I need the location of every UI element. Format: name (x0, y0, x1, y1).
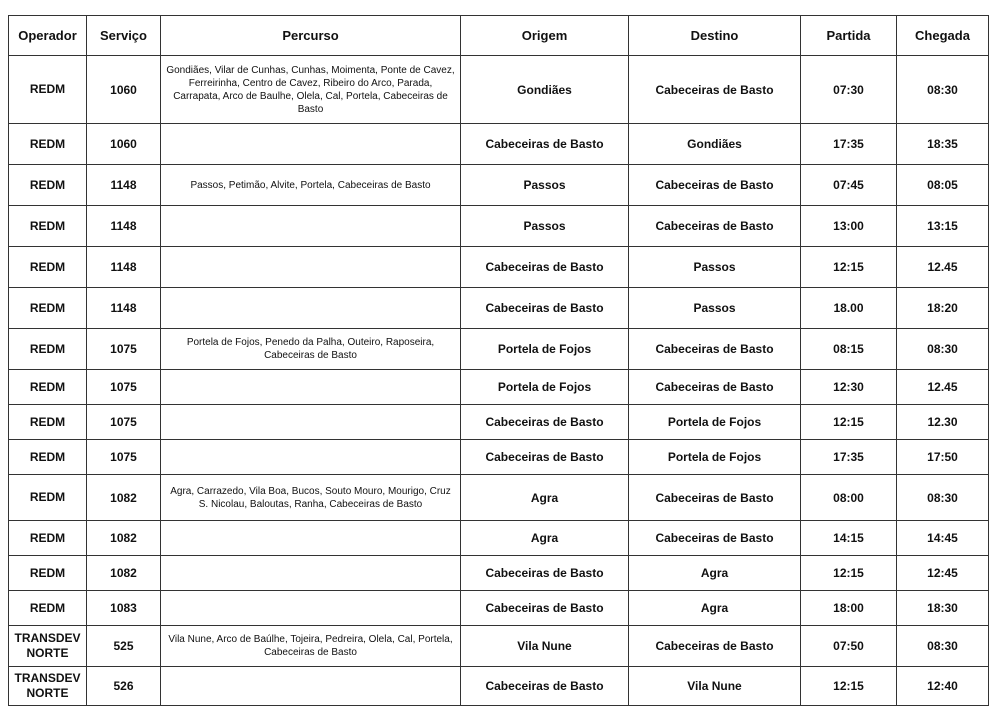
cell-departure: 12:15 (801, 247, 897, 288)
cell-route (161, 288, 461, 329)
cell-departure: 18:00 (801, 591, 897, 626)
cell-origin: Cabeceiras de Basto (461, 440, 629, 475)
cell-destination: Portela de Fojos (629, 440, 801, 475)
table-row (9, 206, 989, 247)
cell-departure: 07:30 (801, 56, 897, 124)
cell-departure: 08:00 (801, 475, 897, 521)
cell-arrival: 18:35 (897, 124, 989, 165)
cell-destination: Cabeceiras de Basto (629, 370, 801, 405)
cell-arrival: 12.45 (897, 247, 989, 288)
header-destination: Destino (629, 16, 801, 56)
table-row (9, 124, 989, 165)
cell-destination: Gondiães (629, 124, 801, 165)
table-row (9, 475, 989, 521)
cell-route (161, 247, 461, 288)
cell-operator: REDM (9, 556, 87, 591)
cell-origin: Cabeceiras de Basto (461, 667, 629, 706)
cell-route: Passos, Petimão, Alvite, Portela, Cabeceiras de Basto (161, 165, 461, 206)
cell-service: 1148 (87, 247, 161, 288)
cell-origin: Gondiães (461, 56, 629, 124)
cell-service: 1075 (87, 440, 161, 475)
cell-service: 525 (87, 626, 161, 667)
cell-origin: Cabeceiras de Basto (461, 288, 629, 329)
cell-arrival: 08:30 (897, 329, 989, 370)
cell-route: Agra, Carrazedo, Vila Boa, Bucos, Souto Mouro, Mourigo, Cruz S. Nicolau, Baloutas, Ranha, Cabeceiras de Basto (161, 475, 461, 521)
cell-destination: Cabeceiras de Basto (629, 165, 801, 206)
cell-departure: 07:50 (801, 626, 897, 667)
cell-service: 1083 (87, 591, 161, 626)
table-row (9, 247, 989, 288)
cell-departure: 07:45 (801, 165, 897, 206)
table-row (9, 288, 989, 329)
cell-route (161, 591, 461, 626)
cell-departure: 08:15 (801, 329, 897, 370)
cell-operator: TRANSDEV NORTE (9, 667, 87, 706)
table-row (9, 405, 989, 440)
cell-origin: Passos (461, 165, 629, 206)
cell-arrival: 18:20 (897, 288, 989, 329)
cell-destination: Passos (629, 247, 801, 288)
cell-route (161, 370, 461, 405)
cell-route (161, 405, 461, 440)
cell-origin: Agra (461, 521, 629, 556)
cell-destination: Cabeceiras de Basto (629, 626, 801, 667)
cell-arrival: 14:45 (897, 521, 989, 556)
cell-departure: 14:15 (801, 521, 897, 556)
cell-destination: Cabeceiras de Basto (629, 475, 801, 521)
table-row (9, 626, 989, 667)
cell-destination: Passos (629, 288, 801, 329)
table-body (9, 56, 989, 706)
table-row (9, 329, 989, 370)
cell-route (161, 440, 461, 475)
cell-departure: 17:35 (801, 440, 897, 475)
cell-departure: 18.00 (801, 288, 897, 329)
cell-service: 1082 (87, 475, 161, 521)
header-origin: Origem (461, 16, 629, 56)
header-arrival: Chegada (897, 16, 989, 56)
cell-operator: REDM (9, 165, 87, 206)
header-operator: Operador (9, 16, 87, 56)
cell-origin: Vila Nune (461, 626, 629, 667)
cell-arrival: 12:45 (897, 556, 989, 591)
cell-destination: Cabeceiras de Basto (629, 56, 801, 124)
cell-route: Vila Nune, Arco de Baúlhe, Tojeira, Pedreira, Olela, Cal, Portela, Cabeceiras de Basto (161, 626, 461, 667)
cell-arrival: 08:30 (897, 626, 989, 667)
table-row (9, 440, 989, 475)
schedule-table (8, 15, 989, 706)
cell-origin: Portela de Fojos (461, 329, 629, 370)
cell-arrival: 17:50 (897, 440, 989, 475)
cell-origin: Passos (461, 206, 629, 247)
cell-operator: REDM (9, 329, 87, 370)
cell-origin: Agra (461, 475, 629, 521)
cell-operator: REDM (9, 521, 87, 556)
table-row (9, 165, 989, 206)
cell-arrival: 12.45 (897, 370, 989, 405)
cell-departure: 12:15 (801, 405, 897, 440)
schedule-sheet (8, 15, 989, 706)
header-row (9, 16, 989, 56)
cell-route (161, 667, 461, 706)
table-row (9, 56, 989, 124)
cell-destination: Cabeceiras de Basto (629, 206, 801, 247)
cell-destination: Cabeceiras de Basto (629, 329, 801, 370)
cell-origin: Portela de Fojos (461, 370, 629, 405)
cell-operator: REDM (9, 370, 87, 405)
cell-route (161, 556, 461, 591)
cell-origin: Cabeceiras de Basto (461, 405, 629, 440)
table-row (9, 591, 989, 626)
cell-service: 1060 (87, 56, 161, 124)
table-row (9, 370, 989, 405)
cell-service: 1060 (87, 124, 161, 165)
cell-operator: REDM (9, 124, 87, 165)
cell-operator: REDM (9, 591, 87, 626)
header-service: Serviço (87, 16, 161, 56)
cell-operator: REDM (9, 405, 87, 440)
cell-service: 1082 (87, 556, 161, 591)
cell-route: Gondiães, Vilar de Cunhas, Cunhas, Moimenta, Ponte de Cavez, Ferreirinha, Centro de Cavez, Ribeiro do Arco, Parada, Carrapata, Arco de Baulhe, Olela, Cal, Portela, Cabeceiras de Basto (161, 56, 461, 124)
cell-operator: REDM (9, 56, 87, 124)
cell-service: 1075 (87, 329, 161, 370)
cell-operator: REDM (9, 288, 87, 329)
cell-origin: Cabeceiras de Basto (461, 591, 629, 626)
cell-origin: Cabeceiras de Basto (461, 247, 629, 288)
cell-service: 526 (87, 667, 161, 706)
cell-arrival: 18:30 (897, 591, 989, 626)
cell-destination: Cabeceiras de Basto (629, 521, 801, 556)
cell-operator: REDM (9, 440, 87, 475)
cell-destination: Portela de Fojos (629, 405, 801, 440)
cell-origin: Cabeceiras de Basto (461, 556, 629, 591)
cell-service: 1082 (87, 521, 161, 556)
cell-departure: 12:30 (801, 370, 897, 405)
cell-arrival: 12:40 (897, 667, 989, 706)
cell-arrival: 08:30 (897, 56, 989, 124)
cell-arrival: 08:30 (897, 475, 989, 521)
cell-service: 1075 (87, 370, 161, 405)
cell-route (161, 521, 461, 556)
cell-service: 1148 (87, 206, 161, 247)
cell-departure: 17:35 (801, 124, 897, 165)
cell-arrival: 08:05 (897, 165, 989, 206)
cell-route: Portela de Fojos, Penedo da Palha, Outeiro, Raposeira, Cabeceiras de Basto (161, 329, 461, 370)
cell-operator: REDM (9, 475, 87, 521)
cell-service: 1148 (87, 288, 161, 329)
cell-operator: REDM (9, 247, 87, 288)
cell-departure: 12:15 (801, 667, 897, 706)
cell-operator: REDM (9, 206, 87, 247)
cell-route (161, 124, 461, 165)
cell-destination: Agra (629, 556, 801, 591)
cell-service: 1075 (87, 405, 161, 440)
cell-operator: TRANSDEV NORTE (9, 626, 87, 667)
table-row (9, 521, 989, 556)
cell-destination: Vila Nune (629, 667, 801, 706)
cell-route (161, 206, 461, 247)
header-route: Percurso (161, 16, 461, 56)
cell-arrival: 13:15 (897, 206, 989, 247)
cell-departure: 12:15 (801, 556, 897, 591)
table-row (9, 667, 989, 706)
header-departure: Partida (801, 16, 897, 56)
cell-arrival: 12.30 (897, 405, 989, 440)
table-row (9, 556, 989, 591)
cell-service: 1148 (87, 165, 161, 206)
cell-origin: Cabeceiras de Basto (461, 124, 629, 165)
cell-destination: Agra (629, 591, 801, 626)
cell-departure: 13:00 (801, 206, 897, 247)
